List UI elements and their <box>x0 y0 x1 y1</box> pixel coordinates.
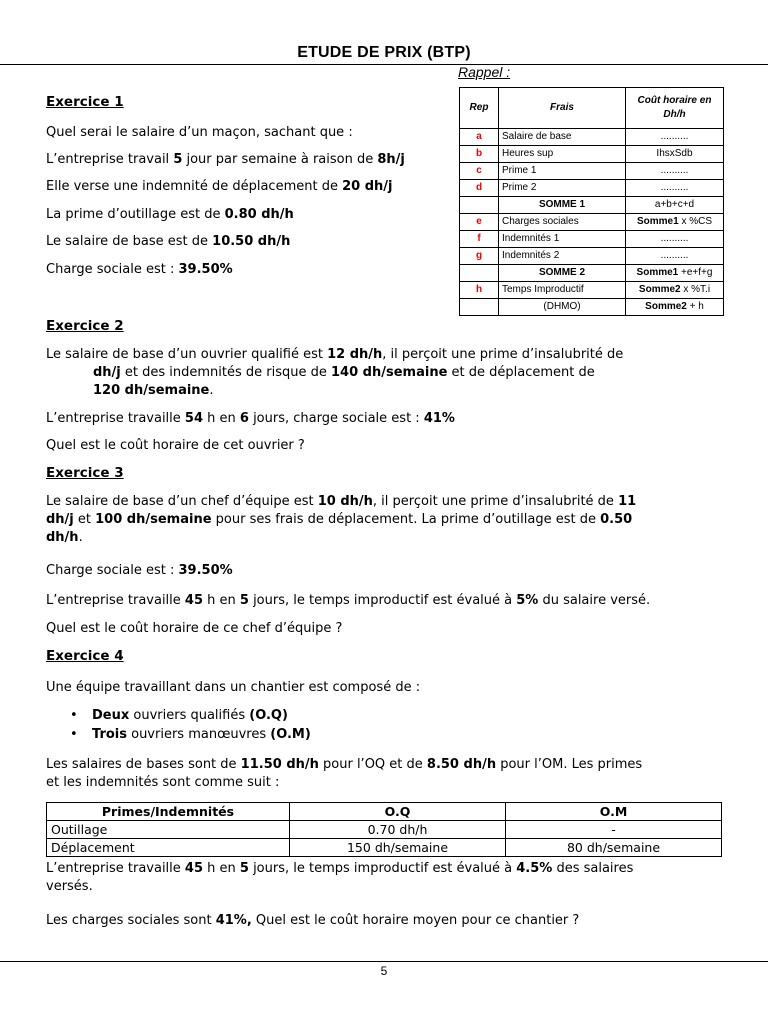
frais-cell: Heures sup <box>499 146 626 163</box>
rappel-row <box>460 299 724 316</box>
ex4-time: L’entreprise travaille 45 h en 5 jours, le temps improductif est évalué à 4.5% des salaires versés. <box>46 861 634 894</box>
rappel-col-rep: Rep <box>460 88 499 129</box>
ex3-line: Charge sociale est : 39.50% <box>46 563 233 578</box>
cout-cell: Somme2 + h <box>626 299 724 316</box>
ex3-heading: Exercice 3 <box>46 465 124 481</box>
rep-cell: h <box>460 282 499 299</box>
rep-cell <box>460 265 499 282</box>
frais-cell: Indemnités 1 <box>499 231 626 248</box>
team-list <box>70 706 311 744</box>
table-cell: Déplacement <box>47 839 290 857</box>
table-cell: 150 dh/semaine <box>290 839 506 857</box>
frais-cell: SOMME 1 <box>499 197 626 214</box>
frais-cell: Prime 2 <box>499 180 626 197</box>
cout-cell: .......... <box>626 163 724 180</box>
footer-rule <box>0 961 768 962</box>
ex1-line: Charge sociale est : 39.50% <box>46 262 233 277</box>
ex3-question: Quel est le coût horaire de ce chef d’équipe ? <box>46 621 343 636</box>
ex1-line: L’entreprise travail 5 jour par semaine à raison de 8h/j <box>46 152 405 167</box>
rappel-col-cout: Coût horaire en Dh/h <box>626 88 724 129</box>
bullet-icon: • <box>70 708 78 723</box>
cout-cell: a+b+c+d <box>626 197 724 214</box>
table-cell: - <box>506 821 722 839</box>
frais-cell: Indemnités 2 <box>499 248 626 265</box>
cout-cell: Somme1 x %CS <box>626 214 724 231</box>
rappel-row <box>460 265 724 282</box>
frais-cell: Salaire de base <box>499 129 626 146</box>
header-rule <box>0 64 768 65</box>
ex1-heading: Exercice 1 <box>46 94 124 110</box>
cout-cell: Somme1 +e+f+g <box>626 265 724 282</box>
cout-cell: .......... <box>626 129 724 146</box>
rappel-row <box>460 248 724 265</box>
table-row <box>47 821 722 839</box>
cout-cell: .......... <box>626 231 724 248</box>
frais-cell: Charges sociales <box>499 214 626 231</box>
rappel-row <box>460 197 724 214</box>
cout-bold: Somme1 <box>636 216 679 227</box>
cout-cell: .......... <box>626 248 724 265</box>
ex1-question: Quel serai le salaire d’un maçon, sachant que : <box>46 125 353 140</box>
table-cell: Outillage <box>47 821 290 839</box>
ex3-paragraph: Le salaire de base d’un chef d’équipe est 10 dh/h, il perçoit une prime d’insalubrité de 11 dh/j et 100 dh/semaine pour ses frais de déplacement. La prime d’outillage est de 0.50 dh/h. <box>46 494 637 545</box>
frais-cell: Temps Improductif <box>499 282 626 299</box>
frais-cell: Prime 1 <box>499 163 626 180</box>
rep-cell <box>460 299 499 316</box>
ex1-line: Elle verse une indemnité de déplacement de 20 dh/j <box>46 179 393 194</box>
rappel-col-frais: Frais <box>499 88 626 129</box>
ex1-line: Le salaire de base est de 10.50 dh/h <box>46 234 291 249</box>
rappel-row <box>460 163 724 180</box>
cout-bold: Somme2 <box>645 301 687 312</box>
rappel-row <box>460 180 724 197</box>
ex2-line: L’entreprise travaille 54 h en 6 jours, charge sociale est : 41% <box>46 411 455 426</box>
rep-cell: d <box>460 180 499 197</box>
page-number: 5 <box>380 964 388 978</box>
ex4-heading: Exercice 4 <box>46 648 124 664</box>
cout-bold: Somme2 <box>638 284 681 295</box>
frais-cell: SOMME 2 <box>499 265 626 282</box>
ex2-question: Quel est le coût horaire de cet ouvrier ? <box>46 438 305 453</box>
ex4-intro: Une équipe travaillant dans un chantier est composé de : <box>46 680 421 695</box>
table-cell: 0.70 dh/h <box>290 821 506 839</box>
ex4-salaries: Les salaires de bases sont de 11.50 dh/h pour l’OQ et de 8.50 dh/h pour l’OM. Les primes et les indemnités sont comme suit : <box>46 757 643 790</box>
ex3-line: L’entreprise travaille 45 h en 5 jours, le temps improductif est évalué à 5% du salaire versé. <box>46 593 651 608</box>
rappel-label: Rappel : <box>458 64 511 80</box>
primes-col-header: Primes/Indemnités <box>47 803 290 821</box>
frais-cell: (DHMO) <box>499 299 626 316</box>
rep-cell: f <box>460 231 499 248</box>
cout-cell: IhsxSdb <box>626 146 724 163</box>
primes-table <box>46 802 722 857</box>
cout-cell: .......... <box>626 180 724 197</box>
list-item: • Deux ouvriers qualifiés (O.Q) <box>70 708 288 723</box>
rappel-row <box>460 214 724 231</box>
rappel-row <box>460 129 724 146</box>
rep-cell: g <box>460 248 499 265</box>
ex1-line: La prime d’outillage est de 0.80 dh/h <box>46 207 294 222</box>
ex2-heading: Exercice 2 <box>46 318 124 334</box>
rep-cell: c <box>460 163 499 180</box>
table-cell: 80 dh/semaine <box>506 839 722 857</box>
cout-cell: Somme2 x %T.i <box>626 282 724 299</box>
rappel-row <box>460 282 724 299</box>
rep-cell: b <box>460 146 499 163</box>
primes-col-header: O.M <box>506 803 722 821</box>
rappel-row <box>460 231 724 248</box>
rappel-row <box>460 146 724 163</box>
ex4-question: Les charges sociales sont 41%, Quel est le coût horaire moyen pour ce chantier ? <box>46 913 580 928</box>
page-title: ETUDE DE PRIX (BTP) <box>297 44 471 61</box>
rep-cell: e <box>460 214 499 231</box>
rep-cell: a <box>460 129 499 146</box>
cout-bold: Somme1 <box>636 267 679 278</box>
table-row <box>47 839 722 857</box>
list-item: • Trois ouvriers manœuvres (O.M) <box>70 727 311 742</box>
rep-cell <box>460 197 499 214</box>
ex2-paragraph: Le salaire de base d’un ouvrier qualifié est 12 dh/h, il perçoit une prime d’insalubrité de dh/j et des indemnités de risque de 140 dh/semaine et de déplacement de 120 dh/semaine. <box>46 347 624 398</box>
primes-col-header: O.Q <box>290 803 506 821</box>
rappel-table <box>459 87 724 316</box>
bullet-icon: • <box>70 727 78 742</box>
